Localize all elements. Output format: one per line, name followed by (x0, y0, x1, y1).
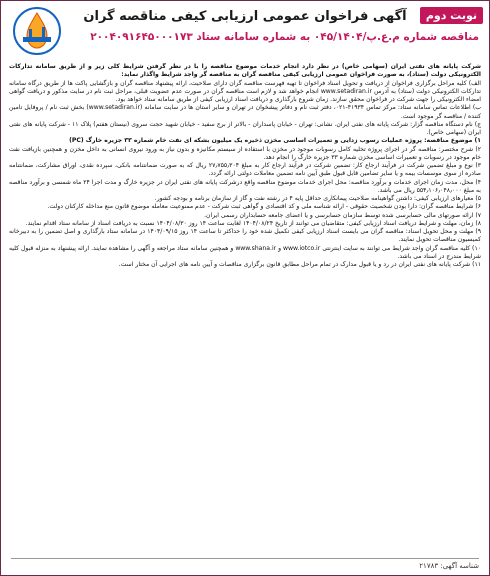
notice-header (1, 1, 489, 61)
notice-body (9, 63, 481, 555)
notice-id: شناسه آگهی: ۲۱۷۸۳ (419, 562, 479, 570)
notice-paragraph: ج) نام دستگاه مناقصه گزار: شرکت پایانه های نفتی ایران. نشانی: تهران - خیابان پاسداران - بالاتر از برج سفید - خیابان شهید حجت سروی (نیستان هفتم) پلاک ۱۱ - شرکت پایانه های نفتی ایران (سهامی خاص). (9, 120, 481, 136)
tender-number: مناقصه شماره م.ع.پ/۰۴۵/۱۴۰۴ به شماره سامانه ستاد ۲۰۰۴۰۹۱۶۴۵۰۰۰۱۷۳ (90, 31, 479, 43)
notice-paragraph: ب) اطلاعات تماس سامانه ستاد: مرکز تماس ۴۱۹۳۴-۰۲۱، دفتر ثبت نام و دفاتر پیشخوان در تهران و سایر استان ها در سایت سامانه (www.setadiran.ir) بخش ثبت نام / پروفایل تامین کننده / مناقصه گر موجود است. (9, 104, 481, 120)
notice-paragraph: ۸) زمان، مهلت و شرایط دریافت اسناد ارزیابی کیفی: متقاضیان می توانند از تاریخ ۱۴۰۴/۰۸/۲۴ لغایت ساعت ۱۴ روز ۱۴۰۴/۰۸/۳۰ نسبت به دریافت اسناد از سامانه ستاد اقدام نمایند. (25, 219, 481, 227)
notice-paragraph: ۵) معیارهای ارزیابی کیفی: داشتن گواهینامه صلاحیت پیمانکاری حداقل پایه ۴ در رشته نفت و گاز از سازمان برنامه و بودجه کشور. (154, 195, 481, 202)
notice-footer (1, 557, 489, 573)
notice-paragraph: ۱) موضوع مناقصه: پروژه عملیات رسوب زدایی و تعمیرات اساسی مخزن ذخیره یک میلیون بشکه ای نفت خام شماره ۳۳ جزیره خارگ (PC) (69, 137, 481, 145)
notice-paragraph: الف) کلیه مراحل برگزاری فراخوان از دریافت و تحویل اسناد فراخوان تا تهیه فهرست مناقصه گران دارای صلاحیت، ارائه پیشنهاد مناقصه گران و بازگشایی پاکت ها از طریق درگاه سامانه تدارکات الکترونیکی دولت (ستاد) به آدرس www.setadiran.ir انجام خواهد شد و لازم است مناقصه گران در صورت عدم عضویت قبلی، مراحل ثبت نام در سایت مذکور و دریافت گواهی امضاء الکترونیکی را جهت شرکت در فراخوان محقق سازند. زمان شروع بارگذاری و دریافت اسناد ارزیابی کیفی از طریق سامانه ستاد خواهد بود. (9, 79, 481, 103)
notice-paragraph: ۶) شرایط مناقصه گران: دارا بودن شخصیت حقوقی - ارائه شناسه ملی و کد اقتصادی و گواهی ثبت شرکت - عدم ممنوعیت معامله موضوع قانون منع مداخله کارکنان دولت. (47, 203, 481, 211)
notice-paragraph: ۱۱) شرکت پایانه های نفتی ایران در رد و یا قبول مدارک در تمام مراحل مطابق قانون برگزاری مناقصات و آیین نامه های اجرایی آن مختار است. (118, 261, 481, 268)
notice-paragraph: ۱۰) کلیه مناقصه گران واجد شرایط می توانند به سایت اینترنتی www.iotco.ir و www.shana.ir و همچنین سامانه ستاد مراجعه و آگهی را مشاهده نمایند. ارائه پیشنهاد به منزله قبول کلیه شرایط مندرج در اسناد می باشد. (9, 244, 481, 260)
notice-intro: شرکت پایانه های نفتی ایران (سهامی خاص) در نظر دارد انجام خدمات موضوع مناقصه را با در نظر گرفتن شرایط کلی زیر و از طریق سامانه تدارکات الکترونیکی دولت (ستاد)، به صورت فراخوان عمومی ارزیابی کیفی مناقصه گران به مناقصه گر واجد شرایط واگذار نماید: (9, 63, 481, 79)
notice-paragraph: ۴) محل، مدت زمان اجرای خدمات و برآورد مناقصه: محل اجرای خدمات موضوع مناقصه واقع درشرکت پایانه های نفتی ایران در جزیره خارگ و مدت اجرا ۲۴ ماه شمسی و برآورد مناقصه به مبلغ ۵۵۴٫۱۰۶٫۰۴۸٫۰۰۰ ریال می باشد. (9, 178, 481, 194)
notice-paragraph: ۹) مهلت و محل تحویل اسناد: مناقصه گران می بایست اسناد ارزیابی کیفی تکمیل شده خود را حداکثر تا ساعت ۱۴ روز ۱۴۰۴/۰۹/۱۵ در سامانه ستاد بارگذاری و اصل تضمین را به دبیرخانه کمیسیون مناقصات تحویل نمایند. (9, 228, 481, 244)
notice-round-badge: نوبت دوم (420, 7, 483, 24)
footer-divider (11, 558, 479, 559)
notice-paragraph: ۳) نوع و مبلغ تضمین شرکت در فرآیند ارجاع کار: تضمین شرکت در فرآیند ارجاع کار به مبلغ ۲۷٫۷۵۵٫۳۰۴ ریال که به صورت ضمانتنامه بانکی، سپرده نقدی، اوراق مشارکت، ضمانتنامه صادره از سوی موسسات بیمه و یا سایر تضامین قابل قبول طبق آیین نامه تضمین معاملات دولتی ارائه گردد. (9, 162, 481, 178)
oil-company-logo-icon (9, 5, 65, 57)
notice-paragraph: ۷) ارائه صورتهای مالی حسابرسی شده توسط سازمان حسابرسی و یا اعضای جامعه حسابداران رسمی ایران. (204, 211, 481, 219)
notice-paragraph: ۲) شرح مختصر: مناقصه گر در اجرای پروژه تخلیه کامل رسوبات موجود در مخزن با استفاده از سیستم مکانیزه و بدون نیاز به ورود نیروی انسانی به داخل مخزن و همچنین بازیافت نفت خام موجود در رسوبات و تعمیرات اساسی مخزن شماره ۳۳ جزیره خارگ را انجام دهد. (9, 145, 481, 161)
notice-title: آگهی فراخوان عمومی ارزیابی کیفی مناقصه گران (83, 9, 407, 24)
